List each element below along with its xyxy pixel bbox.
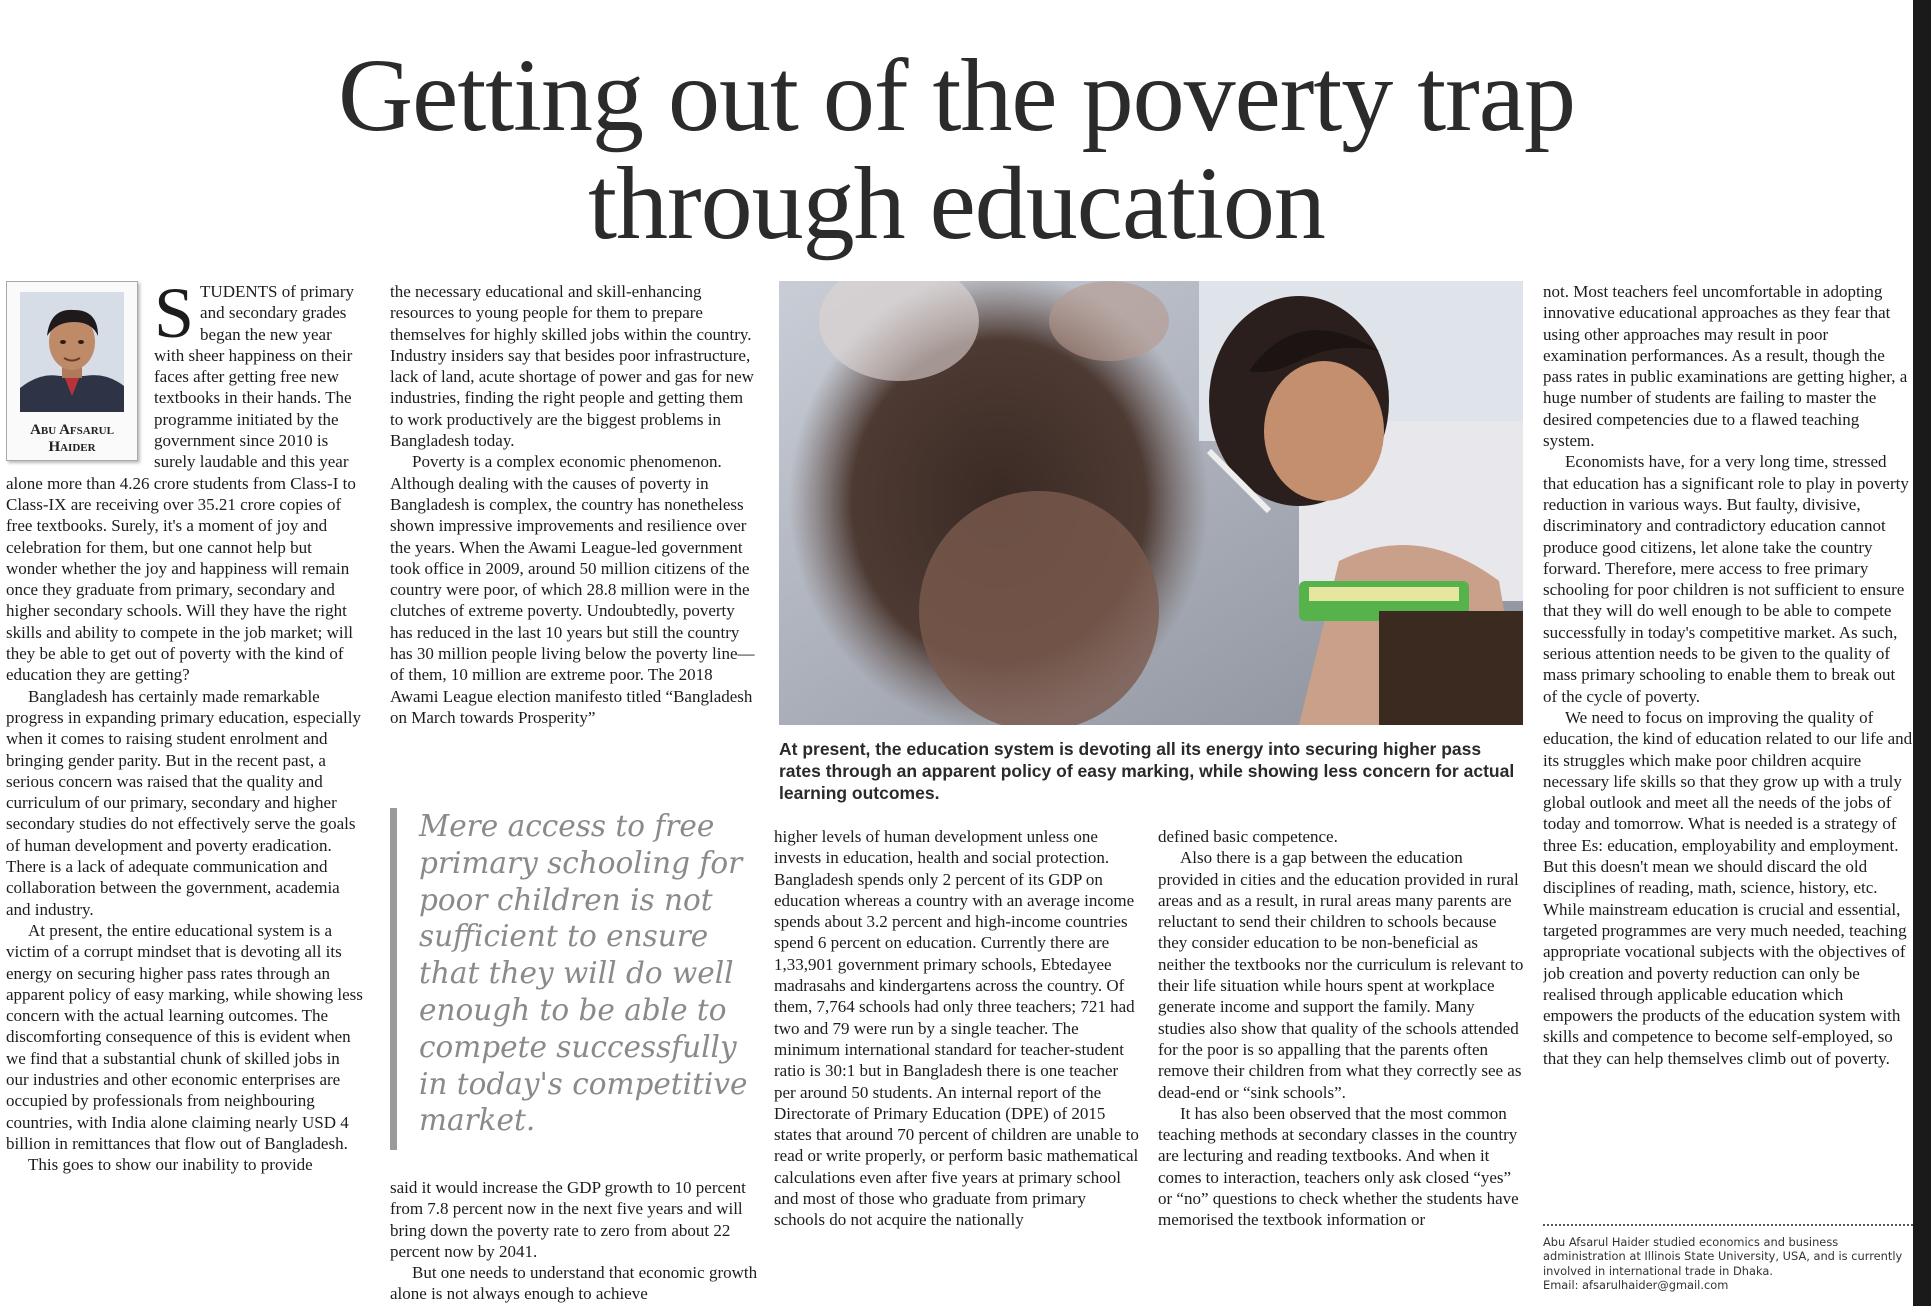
article-column-2-top: [390, 281, 760, 791]
paragraph: not. Most teachers feel uncomfortable in adopting innovative educational approaches as they fear that using other approaches may result in poor examination performances. As a result, though the pass rates in public examinations are getting higher, a huge number of students are failing to master the desired competencies due to a flawed teaching system.: [1543, 282, 1908, 451]
headline: [0, 38, 1913, 261]
article-photo: [779, 281, 1523, 725]
paragraph: defined basic competence.: [1158, 827, 1338, 846]
author-email: Email: afsarulhaider@gmail.com: [1543, 1278, 1729, 1293]
article-column-3: [774, 826, 1140, 1306]
paragraph: said it would increase the GDP growth to 10 percent from 7.8 percent now in the next five years and will bring down the poverty rate to zero from about 22 percent now by 2041.: [390, 1178, 746, 1261]
author-bio-text: Abu Afsarul Haider studied economics and business administration at Illinois State University, USA, and is currently involved in international trade in Dhaka.: [1543, 1235, 1903, 1278]
drop-cap-rest: TUDENTS: [200, 282, 278, 301]
paragraph: It has also been observed that the most common teaching methods at secondary classes in the country are lecturing and reading textbooks. And when it comes to interaction, teachers only ask closed “yes” or “no” questions to check whether the students have memorised the textbook information or: [1158, 1103, 1519, 1230]
pull-quote-text: Mere access to free primary schooling for poor children is not sufficient to ensure that they will do well enough to be able to compete successfully in today's competitive market.: [419, 809, 748, 1138]
paragraph: Bangladesh has certainly made remarkable progress in expanding primary education, especially when it comes to raising student enrolment and bringing gender parity. But in the recent past, a serious concern was raised that the quality and curriculum of our primary, secondary and higher secondary studies do not effectively serve the goals of human development and poverty eradication. There is a lack of adequate communication and collaboration between the government, academia and industry.: [6, 686, 361, 919]
article-column-4: [1158, 826, 1524, 1306]
paragraph: STUDENTS of primary and secondary grades began the new year with sheer happiness on their faces after getting free new textbooks in their hands. The programme initiated by the government since 2010 is surely laudable and this year alone more than 4.26 crore students from Class-I to Class-IX are receiving over 35.21 crore copies of free textbooks. Surely, it's a moment of joy and celebration for them, but one cannot help but wonder whether the joy and happiness will remain once they graduate from primary, secondary and higher secondary schools. Will they have the right skills and ability to compete in the job market; will they be able to get out of poverty with the kind of education they are getting?: [6, 281, 356, 685]
paragraph: This goes to show our inability to provide: [28, 1155, 313, 1175]
paragraph: Also there is a gap between the education provided in cities and the education provided in rural areas and as a result, in rural areas many parents are reluctant to send their children to schools because they consider education to be non-beneficial as neither the textbooks nor the curriculum is relevant to their life situation while hours spent at workplace generate income and support the family. Many studies also show that quality of the schools attended for the poor is so appalling that the parents often remove their children from what they correctly see as dead-end or “sink schools”.: [1158, 848, 1524, 1102]
paragraph: But one needs to understand that economic growth alone is not always enough to achieve: [390, 1263, 758, 1304]
paragraph: the necessary educational and skill-enhancing resources to young people for them to prepare themselves for highly skilled jobs within the country. Industry insiders say that besides poor infrastructure, lack of land, acute shortage of power and gas for new industries, finding the right people and getting them to work productively are the biggest problems in Bangladesh today.: [390, 282, 754, 451]
author-byline-box: [6, 281, 138, 461]
pull-quote: [390, 808, 760, 1150]
page-edge: [1913, 0, 1931, 1306]
paragraph: Economists have, for a very long time, stressed that education has a significant role to play in poverty reduction in various ways. But faulty, divisive, discriminatory and contradictory education cannot produce good citizens, let alone take the country forward. Therefore, mere access to free primary schooling for poor children is not sufficient to ensure that they will do well enough to be able to compete successfully in today's competitive market. As such, serious attention needs to be given to the quality of mass primary schooling to enable them to break out of the cycle of poverty.: [1543, 452, 1909, 706]
article-column-1: [6, 281, 364, 1306]
author-name: Abu Afsarul Haider: [30, 422, 114, 455]
author-bio: [1543, 1224, 1913, 1293]
author-photo: [20, 292, 124, 412]
paragraph: At present, the entire educational system is a victim of a corrupt mindset that is devoting all its energy on securing higher pass rates through an apparent policy of easy marking, while showing less concern with the actual learning outcomes. The discomforting consequence of this is evident when we find that a substantial chunk of skilled jobs in our industries and other economic enterprises are occupied by professionals from neighbouring countries, with India alone claiming nearly USD 4 billion in remittances that flow out of Bangladesh.: [6, 920, 363, 1153]
paragraph: higher levels of human development unless one invests in education, health and social protection. Bangladesh spends only 2 percent of its GDP on education whereas a country with an average income spends about 3.2 percent and high-income countries spend 6 percent on education. Currently there are 1,33,901 government primary schools, Ebtedayee madrasahs and kindergartens across the country. Of them, 7,764 schools had only three teachers; 721 had two and 79 were run by a single teacher. The minimum international standard for teacher-student ratio is 30:1 but in Bangladesh there is one teacher per around 50 students. An internal report of the Directorate of Primary Education (DPE) of 2015 states that around 70 percent of children are unable to read or write properly, or perform basic mathematical calculations even after five years at primary school and most of those who graduate from primary schools do not acquire the nationally: [774, 827, 1139, 1230]
drop-cap: S: [154, 281, 195, 353]
paragraph: We need to focus on improving the quality of education, the kind of education related to our life and its struggles which make poor children acquire necessary life skills so that they grow up with a truly global outlook and meet all the needs of the jobs of today and tomorrow. What is needed is a strategy of three Es: education, employability and employment. But this doesn't mean we should discard the old disciplines of reading, math, science, history, etc. While mainstream education is crucial and essential, targeted programmes are very much needed, teaching appropriate vocational subjects with the objectives of job creation and poverty reduction can only be realised through applicable education which empowers the products of the education system with skills and competence to become self-employed, so that they can help themselves climb out of poverty.: [1543, 707, 1913, 1068]
article-column-2-bottom: [390, 1177, 760, 1306]
paragraph: Poverty is a complex economic phenomenon. Although dealing with the causes of poverty in Bangladesh is complex, the country has nonetheless shown impressive improvements and resilience over the years. When the Awami League-led government took office in 2009, around 50 million citizens of the country were poor, of which 28.8 million were in the clutches of extreme poverty. Undoubtedly, poverty has reduced in the last 10 years but still the country has 30 million people living below the poverty line—of them, 10 million are extreme poor. The 2018 Awami League election manifesto titled “Bangladesh on March towards Prosperity”: [390, 452, 755, 727]
article-column-5: [1543, 281, 1913, 1215]
headline-line-2: through education: [588, 146, 1325, 261]
photo-caption: At present, the education system is devoting all its energy into securing higher pass rates through an apparent policy of easy marking, while showing less concern for actual learning outcomes.: [779, 739, 1515, 803]
headline-line-1: Getting out of the poverty trap: [338, 38, 1575, 153]
